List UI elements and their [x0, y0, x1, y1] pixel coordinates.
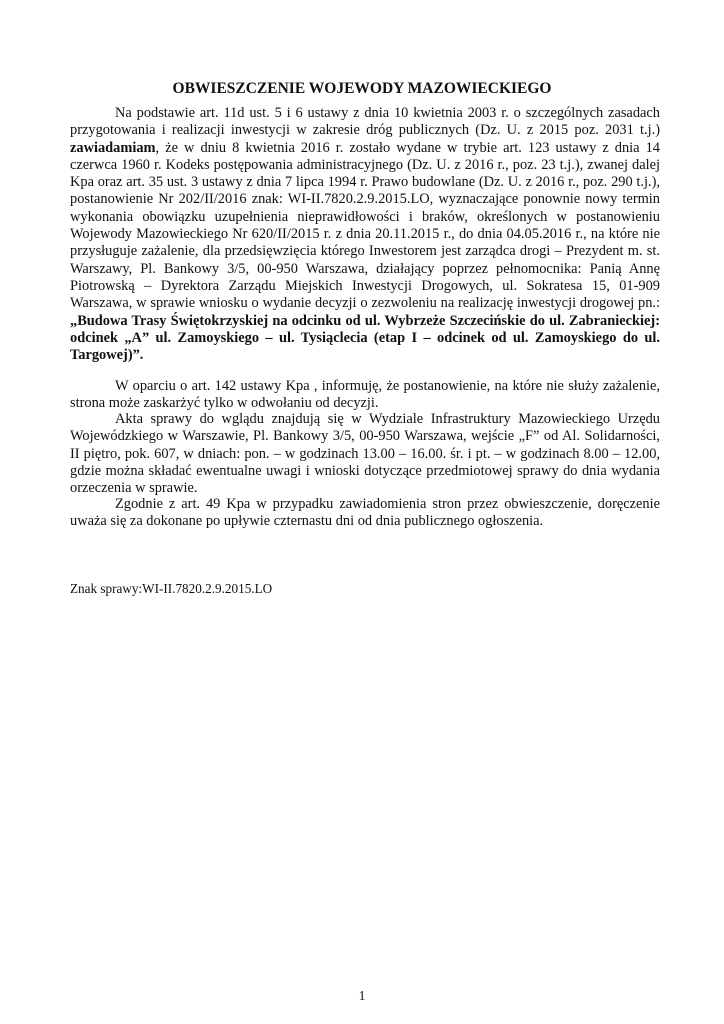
paragraph-delivery: [70, 496, 660, 531]
case-reference: Znak sprawy:WI-II.7820.2.9.2015.LO: [70, 581, 273, 596]
paragraph-files-access-body: Akta sprawy do wglądu znajdują się w Wydziale Infrastruktury Mazowieckiego Urzędu Wojewódzkiego w Warszawie, Pl. Bankowy 3/5, 00-950 Warszawa, wejście „F” od Al. Solidarności, II piętro, pok. 607, w dniach: pon. – w godzinach 13.00 – 16.00. śr. i pt. – w godzinach 8.00 – 12.00, gdzie można składać ewentualne uwagi i wnioski dotyczące przedmiotowej sprawy do dnia wydania orzeczenia w sprawie.: [70, 411, 660, 497]
document-title: OBWIESZCZENIE WOJEWODY MAZOWIECKIEGO: [172, 80, 552, 97]
paragraph-notice: [70, 105, 660, 364]
decision-details-text: , że w dniu 8 kwietnia 2016 r. zostało wydane w trybie art. 123 ustawy z dnia 14 czerwca 1960 r. Kodeks postępowania administracyjnego (Dz. U. z 2016 r., poz. 23 t.j.), zwanej dalej Kpa oraz art. 35 ust. 3 ustawy z dnia 7 lipca 1994 r. Prawo budowlane (Dz. U. z 2016 r., poz. 290 t.j.), postanowienie Nr 202/II/2016 znak: WI-II.7820.2.9.2015.LO, wyznaczające ponownie nowy termin wykonania obowiązku uzupełnienia nieprawidłowości i braków, określonych w postanowieniu Wojewody Mazowieckiego Nr 620/II/2015 r. z dnia 20.11.2015 r., do dnia 04.05.2016 r., na które nie przysługuje zażalenie, dla przedsięwzięcia którego Inwestorem jest zarządca drogi – Prezydent m. st. Warszawy, Pl. Bankowy 3/5, 00-950 Warszawa, działający poprzez pełnomocnika: Panią Annę Piotrowską – Dyrektora Zarządu Miejskich Inwestycji Drogowych, ul. Sokratesa 15, 01-909 Warszawa, w sprawie wniosku o wydanie decyzji o zezwoleniu na realizację inwestycji drogowej pn.:: [70, 139, 660, 312]
page-number: 1: [358, 988, 366, 1003]
legal-basis-text: Na podstawie art. 11d ust. 5 i 6 ustawy z dnia 10 kwietnia 2003 r. o szczególnych zasadach przygotowania i realizacji inwestycji w zakresie dróg publicznych (Dz. U. z 2015 poz. 2031 t.j.): [70, 105, 660, 139]
paragraph-appeal: [70, 378, 660, 413]
paragraph-notice-body: [70, 105, 660, 364]
paragraph-files-access: [70, 411, 660, 497]
announce-keyword: zawiadamiam: [70, 139, 156, 156]
paragraph-delivery-body: Zgodnie z art. 49 Kpa w przypadku zawiadomienia stron przez obwieszczenie, doręczenie uważa się za dokonane po upływie czternastu dni od dnia publicznego ogłoszenia.: [70, 496, 660, 530]
investment-name: „Budowa Trasy Świętokrzyskiej na odcinku od ul. Wybrzeże Szczecińskie do ul. Zabranieckiej: odcinek „A” ul. Zamoyskiego – ul. Tysiąclecia (etap I – odcinek od ul. Zamoyskiego do ul. Targowej)”.: [70, 312, 660, 364]
paragraph-appeal-body: W oparciu o art. 142 ustawy Kpa , informuję, że postanowienie, na które nie służy zażalenie, strona może zaskarżyć tylko w odwołaniu od decyzji.: [70, 378, 660, 412]
